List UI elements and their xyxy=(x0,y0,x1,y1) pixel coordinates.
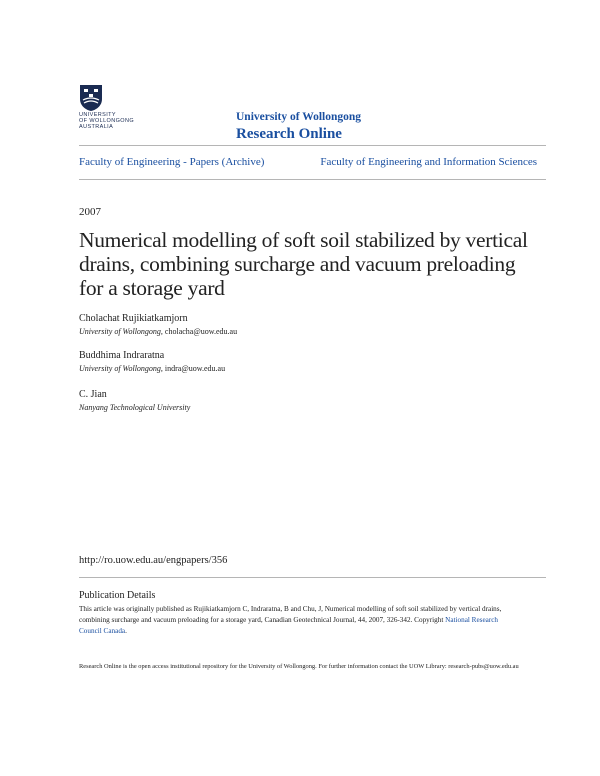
publisher-link[interactable]: National Research Council Canada xyxy=(79,616,499,635)
author-affiliation xyxy=(79,327,237,336)
author-name: Buddhima Indraratna xyxy=(79,350,165,361)
details-divider xyxy=(79,577,546,578)
publication-details-heading: Publication Details xyxy=(79,590,156,601)
publication-details-text xyxy=(79,604,519,637)
repository-footer: Research Online is the open access institutional repository for the University of Wollongong. For further information contact the UOW Library: research-pubs@uow.edu.au xyxy=(79,663,519,670)
logo-line-1: UNIVERSITY xyxy=(79,112,117,118)
publication-year: 2007 xyxy=(79,206,101,218)
crest-icon xyxy=(79,84,103,112)
logo-line-3: AUSTRALIA xyxy=(79,124,114,130)
repository-university[interactable]: University of Wollongong xyxy=(236,111,362,123)
faculty-papers-link[interactable]: Faculty of Engineering - Papers (Archive) xyxy=(79,156,265,168)
citation-end: . xyxy=(125,627,127,635)
repository-header xyxy=(236,111,361,143)
university-logo xyxy=(79,84,149,136)
affiliation-institution: University of Wollongong xyxy=(79,364,161,373)
logo-line-2: OF WOLLONGONG xyxy=(79,118,135,124)
author-email: , cholacha@uow.edu.au xyxy=(160,327,238,336)
faculty-eis-link[interactable]: Faculty of Engineering and Information Sciences xyxy=(320,156,537,168)
nav-divider xyxy=(79,179,546,180)
author-email: , indra@uow.edu.au xyxy=(160,364,226,373)
author-name: C. Jian xyxy=(79,389,107,400)
top-divider xyxy=(79,145,546,146)
logo-text xyxy=(79,112,134,130)
affiliation-institution: Nanyang Technological University xyxy=(79,403,191,412)
handle-url[interactable]: http://ro.uow.edu.au/engpapers/356 xyxy=(79,555,228,566)
repository-name[interactable]: Research Online xyxy=(236,126,342,142)
author-affiliation xyxy=(79,364,225,373)
paper-title: Numerical modelling of soft soil stabilized by vertical drains, combining surcharge and vacuum preloading for a storage yard xyxy=(79,228,528,300)
affiliation-institution: University of Wollongong xyxy=(79,327,161,336)
author-name: Cholachat Rujikiatkamjorn xyxy=(79,313,188,324)
citation-text: This article was originally published as Rujikiatkamjorn C, Indraratna, B and Chu, J, Numerical modelling of soft soil stabilized by vertical drains, combining surcharge and vacuum preloading for a storage yard, Canadian Geotechnical Journal, 44, 2007, 326-342. Copyright xyxy=(79,605,502,624)
author-affiliation xyxy=(79,403,190,412)
